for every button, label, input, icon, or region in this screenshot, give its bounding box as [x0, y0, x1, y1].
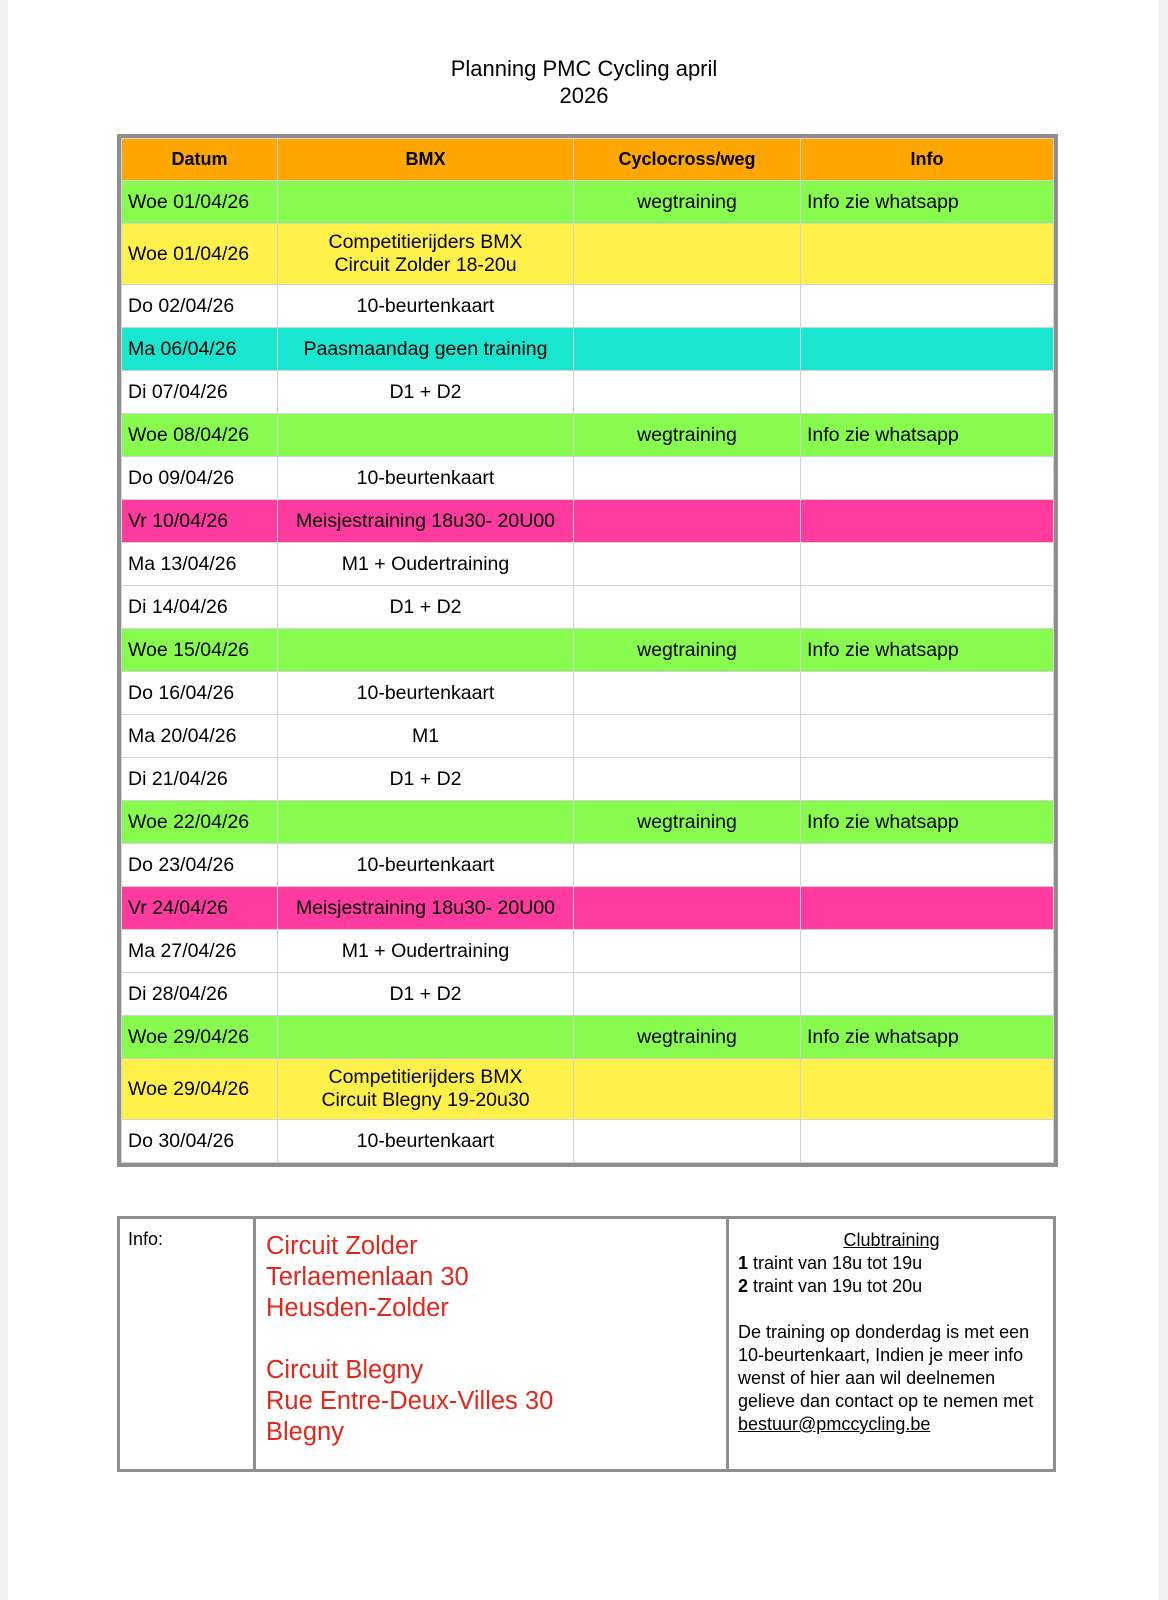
info-cell: [801, 672, 1054, 715]
page-title-line2: 2026: [559, 83, 609, 108]
cyclocross-cell: [574, 543, 801, 586]
bmx-cell: D1 + D2: [278, 586, 574, 629]
info-cell: [801, 844, 1054, 887]
date-cell: Vr 24/04/26: [122, 887, 278, 930]
bmx-cell: M1: [278, 715, 574, 758]
group-1-text: traint van 18u tot 19u: [748, 1253, 923, 1273]
bmx-cell: Competitierijders BMX Circuit Blegny 19-20u30: [278, 1059, 574, 1120]
cyclocross-cell: wegtraining: [574, 801, 801, 844]
date-cell: Vr 10/04/26: [122, 500, 278, 543]
cyclocross-cell: [574, 672, 801, 715]
table-row: [122, 500, 1054, 543]
table-row: [122, 328, 1054, 371]
info-box: [117, 1216, 1056, 1472]
info-cell: [801, 586, 1054, 629]
table-row: [122, 930, 1054, 973]
date-cell: Do 23/04/26: [122, 844, 278, 887]
clubtraining-info: [729, 1219, 1053, 1469]
date-cell: Di 07/04/26: [122, 371, 278, 414]
address-blegny-city: Blegny: [266, 1418, 344, 1446]
date-cell: Woe 22/04/26: [122, 801, 278, 844]
schedule-body: [122, 181, 1054, 1163]
column-header-bmx: BMX: [278, 139, 574, 181]
address-zolder-street: Terlaemenlaan 30: [266, 1263, 469, 1291]
info-cell: Info zie whatsapp: [801, 629, 1054, 672]
info-cell: [801, 973, 1054, 1016]
group-2-text: traint van 19u tot 20u: [748, 1276, 923, 1296]
table-row: [122, 715, 1054, 758]
cyclocross-cell: [574, 457, 801, 500]
info-cell: [801, 1059, 1054, 1120]
schedule-table-frame: [117, 134, 1058, 1167]
table-row: [122, 801, 1054, 844]
cyclocross-cell: [574, 930, 801, 973]
date-cell: Ma 06/04/26: [122, 328, 278, 371]
bmx-cell: 10-beurtenkaart: [278, 457, 574, 500]
date-cell: Di 28/04/26: [122, 973, 278, 1016]
cyclocross-cell: [574, 586, 801, 629]
date-cell: Woe 01/04/26: [122, 224, 278, 285]
bmx-cell: [278, 1016, 574, 1059]
info-cell: [801, 543, 1054, 586]
info-cell: Info zie whatsapp: [801, 801, 1054, 844]
info-cell: [801, 457, 1054, 500]
cyclocross-cell: [574, 887, 801, 930]
cyclocross-cell: [574, 328, 801, 371]
table-row: [122, 1120, 1054, 1163]
address-list: [256, 1219, 729, 1469]
date-cell: Woe 08/04/26: [122, 414, 278, 457]
info-cell: [801, 328, 1054, 371]
cyclocross-cell: [574, 224, 801, 285]
info-cell: [801, 715, 1054, 758]
bmx-cell: M1 + Oudertraining: [278, 930, 574, 973]
bmx-cell: [278, 181, 574, 224]
info-cell: [801, 887, 1054, 930]
page-title: [0, 55, 1168, 109]
info-cell: Info zie whatsapp: [801, 1016, 1054, 1059]
table-row: [122, 414, 1054, 457]
info-cell: [801, 758, 1054, 801]
cyclocross-cell: [574, 844, 801, 887]
bmx-cell: Meisjestraining 18u30- 20U00: [278, 500, 574, 543]
cyclocross-cell: wegtraining: [574, 181, 801, 224]
column-header-cyclocross: Cyclocross/weg: [574, 139, 801, 181]
schedule-table: [121, 138, 1054, 1163]
bmx-cell: Meisjestraining 18u30- 20U00: [278, 887, 574, 930]
table-row: [122, 1016, 1054, 1059]
date-cell: Ma 13/04/26: [122, 543, 278, 586]
date-cell: Ma 20/04/26: [122, 715, 278, 758]
clubtraining-body: De training op donderdag is met een 10-beurtenkaart, Indien je meer info wenst of hier aan wil deelnemen gelieve dan contact op te nemen met: [738, 1322, 1034, 1411]
bmx-cell: D1 + D2: [278, 758, 574, 801]
group-2-number: 2: [738, 1276, 749, 1296]
clubtraining-heading: Clubtraining: [843, 1230, 940, 1250]
bmx-cell: [278, 801, 574, 844]
date-cell: Woe 29/04/26: [122, 1059, 278, 1120]
table-row: [122, 887, 1054, 930]
cyclocross-cell: [574, 973, 801, 1016]
column-header-datum: Datum: [122, 139, 278, 181]
date-cell: Do 16/04/26: [122, 672, 278, 715]
date-cell: Do 30/04/26: [122, 1120, 278, 1163]
cyclocross-cell: wegtraining: [574, 629, 801, 672]
cyclocross-cell: wegtraining: [574, 1016, 801, 1059]
clubtraining-group-2: [738, 1275, 1045, 1298]
contact-email-link[interactable]: bestuur@pmccycling.be: [738, 1414, 931, 1434]
date-cell: Di 14/04/26: [122, 586, 278, 629]
info-cell: [801, 930, 1054, 973]
address-blegny-street: Rue Entre-Deux-Villes 30: [266, 1387, 554, 1415]
table-row: [122, 672, 1054, 715]
date-cell: Di 21/04/26: [122, 758, 278, 801]
bmx-cell: Paasmaandag geen training: [278, 328, 574, 371]
table-row: [122, 973, 1054, 1016]
info-cell: Info zie whatsapp: [801, 181, 1054, 224]
cyclocross-cell: [574, 1059, 801, 1120]
date-cell: Woe 15/04/26: [122, 629, 278, 672]
info-cell: [801, 500, 1054, 543]
info-label: Info:: [120, 1219, 256, 1469]
column-header-info: Info: [801, 139, 1054, 181]
date-cell: Ma 27/04/26: [122, 930, 278, 973]
info-cell: [801, 285, 1054, 328]
cyclocross-cell: [574, 285, 801, 328]
date-cell: Do 09/04/26: [122, 457, 278, 500]
cyclocross-cell: [574, 758, 801, 801]
info-cell: [801, 371, 1054, 414]
bmx-cell: [278, 629, 574, 672]
table-row: [122, 285, 1054, 328]
table-row: [122, 224, 1054, 285]
bmx-cell: D1 + D2: [278, 973, 574, 1016]
bmx-cell: [278, 414, 574, 457]
group-1-number: 1: [738, 1253, 749, 1273]
date-cell: Woe 29/04/26: [122, 1016, 278, 1059]
info-cell: [801, 1120, 1054, 1163]
bmx-cell: 10-beurtenkaart: [278, 1120, 574, 1163]
date-cell: Do 02/04/26: [122, 285, 278, 328]
bmx-cell: M1 + Oudertraining: [278, 543, 574, 586]
bmx-cell: Competitierijders BMX Circuit Zolder 18-20u: [278, 224, 574, 285]
table-header-row: [122, 139, 1054, 181]
table-row: [122, 457, 1054, 500]
address-blegny-name: Circuit Blegny: [266, 1356, 424, 1384]
address-zolder-name: Circuit Zolder: [266, 1232, 418, 1260]
table-row: [122, 371, 1054, 414]
cyclocross-cell: wegtraining: [574, 414, 801, 457]
cyclocross-cell: [574, 1120, 801, 1163]
table-row: [122, 629, 1054, 672]
bmx-cell: 10-beurtenkaart: [278, 844, 574, 887]
table-row: [122, 543, 1054, 586]
bmx-cell: 10-beurtenkaart: [278, 672, 574, 715]
page-title-line1: Planning PMC Cycling april: [450, 56, 718, 81]
address-zolder-city: Heusden-Zolder: [266, 1294, 449, 1322]
clubtraining-group-1: [738, 1252, 1045, 1275]
table-row: [122, 844, 1054, 887]
table-row: [122, 758, 1054, 801]
bmx-cell: D1 + D2: [278, 371, 574, 414]
table-row: [122, 586, 1054, 629]
cyclocross-cell: [574, 500, 801, 543]
info-cell: Info zie whatsapp: [801, 414, 1054, 457]
cyclocross-cell: [574, 371, 801, 414]
info-cell: [801, 224, 1054, 285]
table-row: [122, 1059, 1054, 1120]
date-cell: Woe 01/04/26: [122, 181, 278, 224]
table-row: [122, 181, 1054, 224]
bmx-cell: 10-beurtenkaart: [278, 285, 574, 328]
cyclocross-cell: [574, 715, 801, 758]
